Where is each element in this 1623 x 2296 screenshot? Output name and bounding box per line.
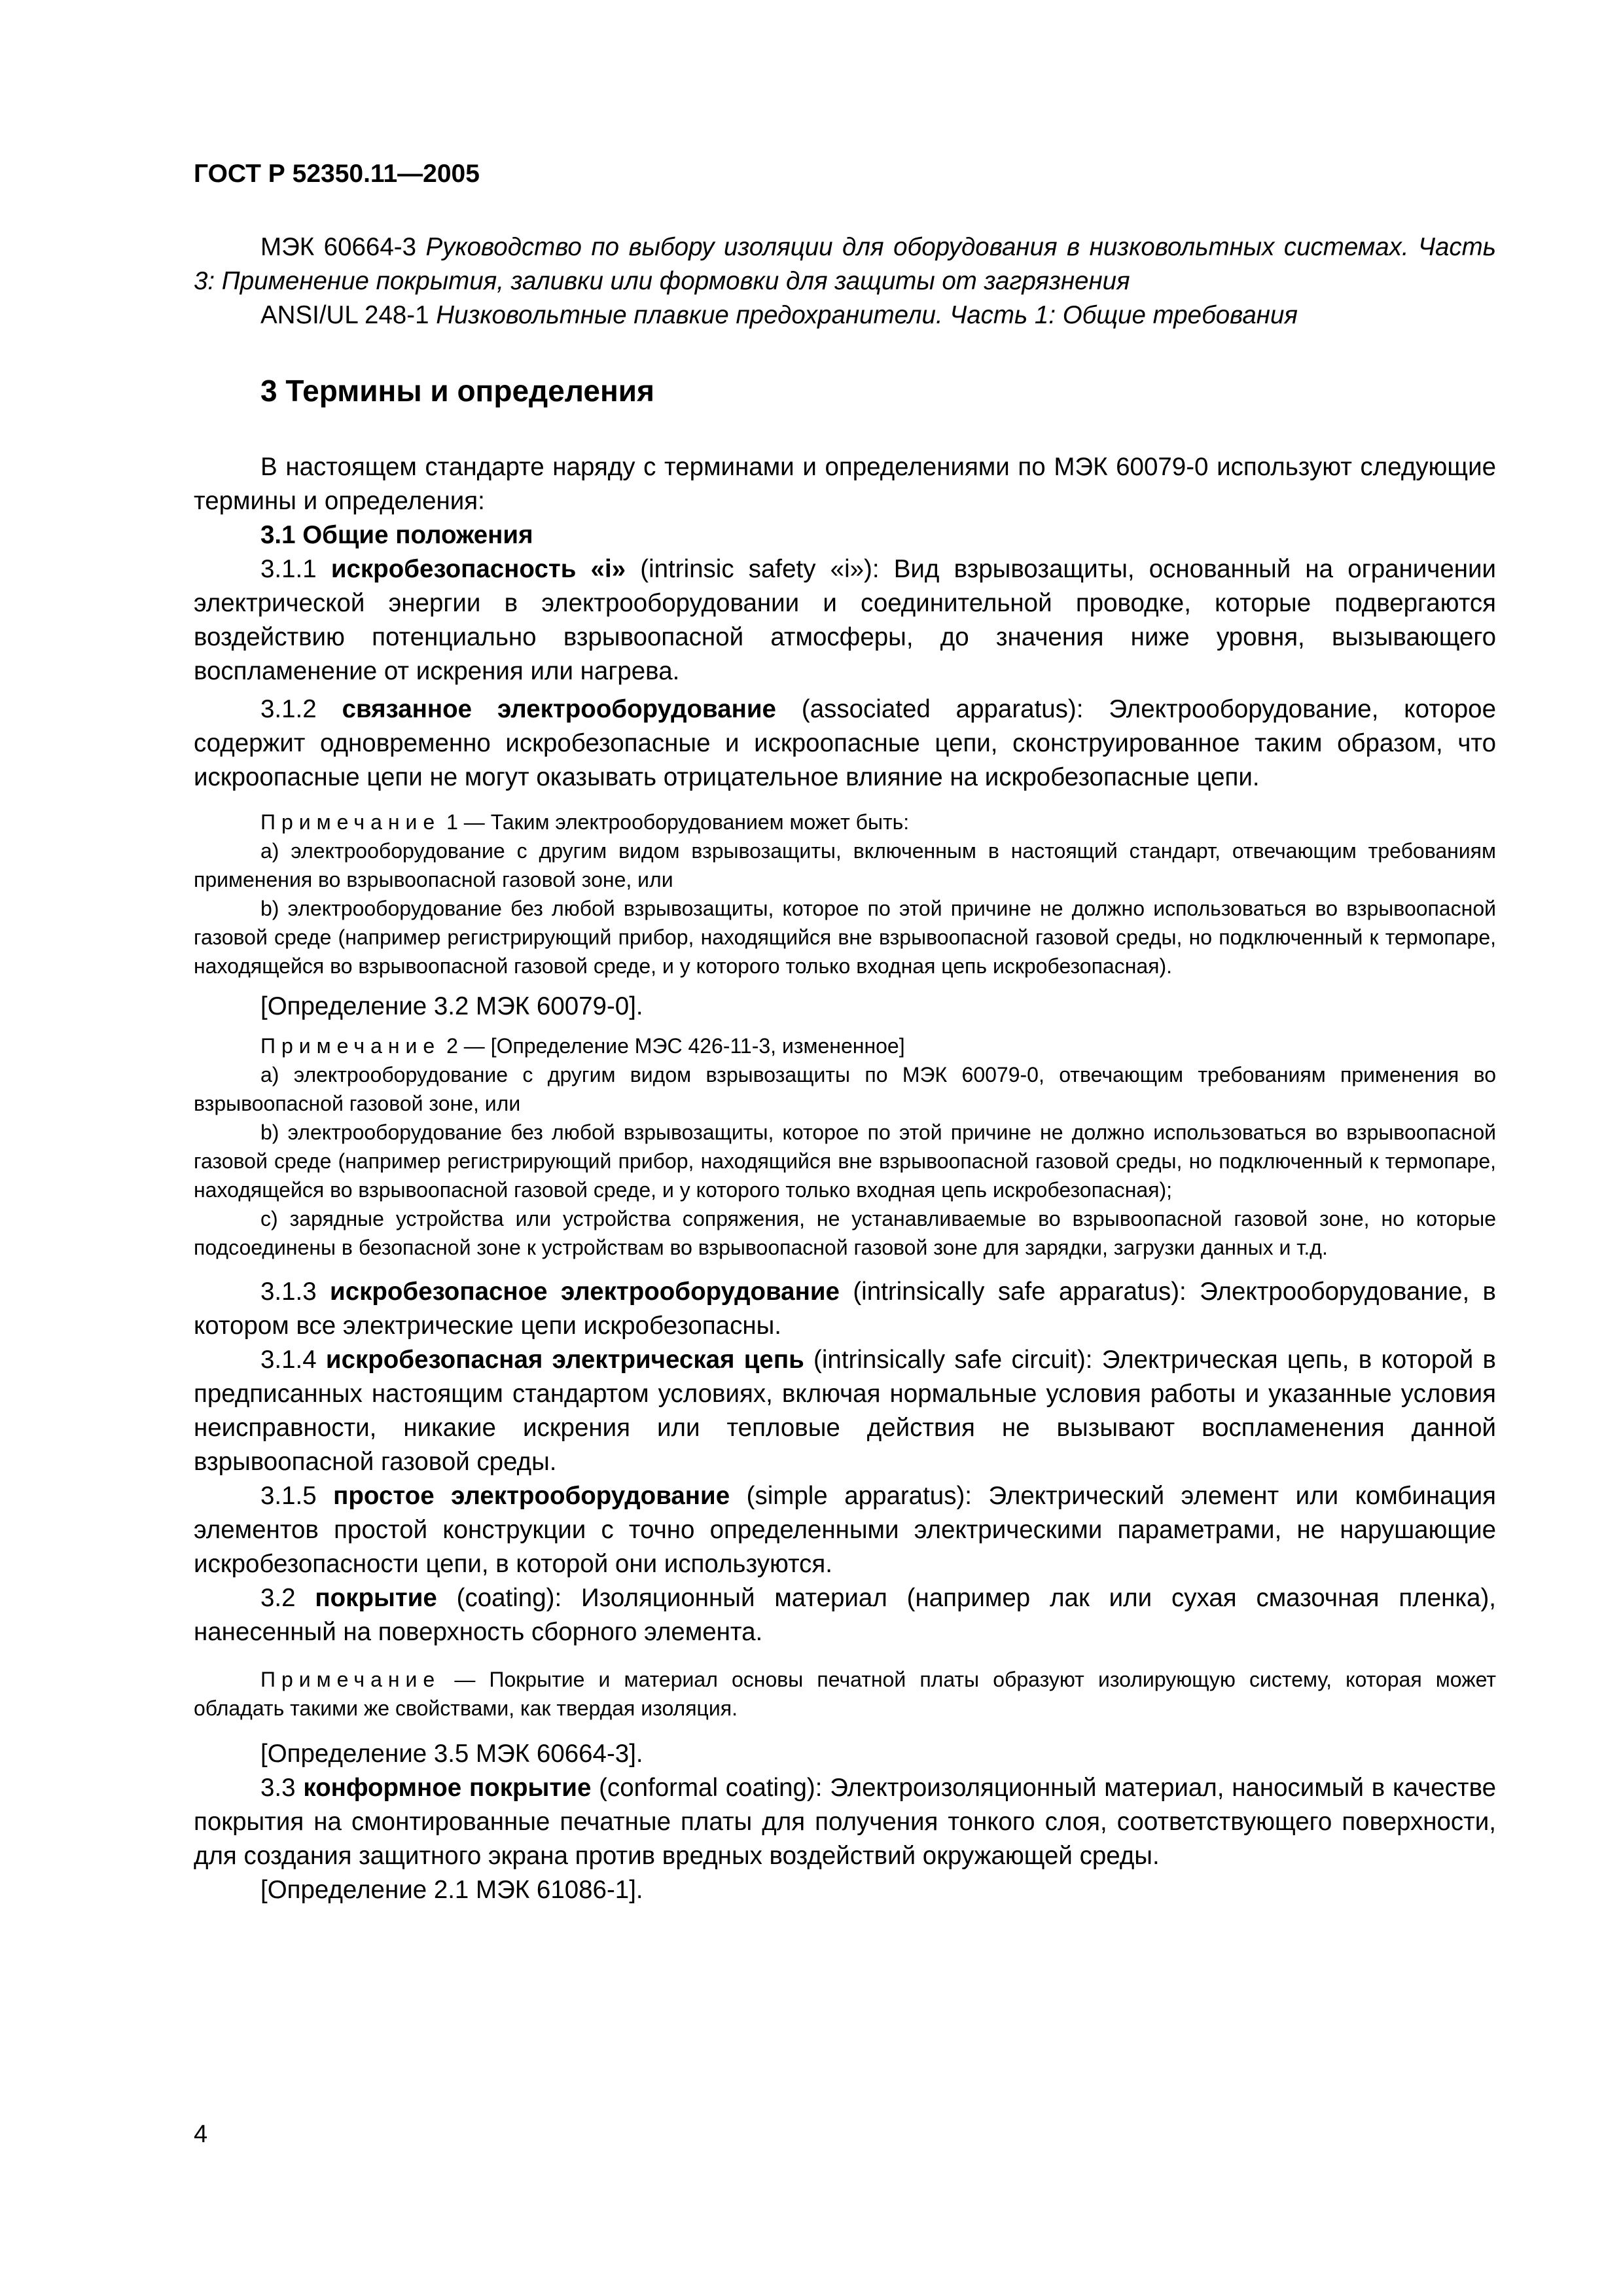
note-3 <box>194 1665 1496 1723</box>
term-number: 3.1.4 <box>260 1346 317 1374</box>
term-3-1-5 <box>194 1479 1496 1581</box>
term-name: искробезопасность «i» <box>330 555 626 583</box>
term-3-1-3 <box>194 1275 1496 1343</box>
reference-code: МЭК 60664-3 <box>260 233 416 261</box>
term-definition: Электрооборудование, в котором все электрические цепи искробезопасны. <box>194 1278 1497 1340</box>
term-definition: Электрооборудование, которое содержит одновременно искробезопасные и искроопасные цепи, сконструированное таким образом, что искроопасные цепи не могут оказывать отрицательное влияние на искробезопасные цепи. <box>194 695 1496 791</box>
section-intro: В настоящем стандарте наряду с терминами и определениями по МЭК 60079-0 используют следующие термины и определения: <box>194 453 1496 515</box>
term-english: (intrinsically safe apparatus): <box>853 1278 1186 1306</box>
term-name: связанное электрооборудование <box>342 695 776 723</box>
note-2 <box>194 1031 1496 1262</box>
term-english: (simple apparatus): <box>746 1482 972 1510</box>
term-definition: Электроизоляционный материал, наносимый в качестве покрытия на смонтированные печатные платы для получения тонкого слоя, соответствующего поверхности, для создания защитного экрана против вредных воздействий окружающей среды. <box>194 1774 1497 1870</box>
term-3-1-1 <box>194 552 1496 689</box>
reference-code: ANSI/UL 248-1 <box>260 301 429 329</box>
reference-title: Низковольтные плавкие предохранители. Часть 1: Общие требования <box>436 301 1298 329</box>
note-label: Примечание <box>260 810 441 834</box>
note-item-b: b) электрооборудование без любой взрывозащиты, которое по этой причине не должно использоваться во взрывоопасной газовой среде (например регистрирующий прибор, находящийся вне взрывоопасной газовой среды, но подключенный к термопаре, находящейся во взрывоопасной газовой среде, и у которого только входная цепь искробезопасная). <box>194 897 1496 978</box>
section-heading: 3 Термины и определения <box>260 374 654 408</box>
note-text: — Покрытие и материал основы печатной платы образуют изолирующую систему, которая может обладать такими же свойствами, как твердая изоляция. <box>194 1668 1497 1720</box>
reference-iec-60664-3 <box>194 230 1496 298</box>
term-3-3 <box>194 1771 1496 1873</box>
definition-reference: [Определение 2.1 МЭК 61086-1]. <box>260 1876 643 1904</box>
term-number: 3.2 <box>260 1584 296 1612</box>
term-english: (intrinsic safety «i»): <box>640 555 880 583</box>
term-english: (intrinsically safe circuit): <box>813 1346 1093 1374</box>
term-name: искробезопасная электрическая цепь <box>325 1346 804 1374</box>
term-3-1-2 <box>194 692 1496 795</box>
term-3-1-4 <box>194 1343 1496 1479</box>
term-english: (associated apparatus): <box>801 695 1084 723</box>
term-english: (coating): <box>456 1584 562 1612</box>
term-definition: Вид взрывозащиты, основанный на ограничении электрической энергии в электрооборудовании и соединительной проводке, которые подвергаются воздействию потенциально взрывоопасной атмосферы, до значения ниже уровня, вызывающего воспламенение от искрения или нагрева. <box>194 555 1497 685</box>
note-label: Примечание <box>260 1034 441 1058</box>
note-label: Примечание <box>260 1668 441 1691</box>
note-1 <box>194 808 1496 980</box>
term-english: (conformal coating): <box>599 1774 823 1802</box>
reference-title: Руководство по выбору изоляции для оборудования в низковольтных системах. Часть 3: Применение покрытия, заливки или формовки для защиты от загрязнения <box>194 233 1496 295</box>
definition-reference: [Определение 3.2 МЭК 60079-0]. <box>260 992 643 1020</box>
term-name: искробезопасное электрооборудование <box>330 1278 840 1306</box>
references-block <box>194 230 1496 332</box>
reference-ansi-ul-248-1 <box>194 298 1496 332</box>
term-definition: Электрический элемент или комбинация элементов простой конструкции с точно определенными электрическими параметрами, не нарушающие искробезопасности цепи, в которой они используются. <box>194 1482 1496 1578</box>
page-number: 4 <box>194 2121 208 2148</box>
term-number: 3.3 <box>260 1774 296 1802</box>
definition-reference: [Определение 3.5 МЭК 60664-3]. <box>260 1740 643 1768</box>
term-name: простое электрооборудование <box>333 1482 730 1510</box>
term-name: покрытие <box>315 1584 437 1612</box>
term-number: 3.1.3 <box>260 1278 317 1306</box>
term-name: конформное покрытие <box>303 1774 592 1802</box>
term-definition: Изоляционный материал (например лак или сухая смазочная пленка), нанесенный на поверхность сборного элемента. <box>194 1584 1496 1646</box>
section-3 <box>194 373 1496 1907</box>
document-code-header: ГОСТ Р 52350.11—2005 <box>194 160 480 188</box>
note-item-c: c) зарядные устройства или устройства сопряжения, не устанавливаемые во взрывоопасной газовой зоне, но которые подсоединены в безопасной зоне к устройствам во взрывоопасной газовой зоне для зарядки, загрузки данных и т.д. <box>194 1207 1496 1259</box>
term-definition: Электрическая цепь, в которой в предписанных настоящим стандартом условиях, включая нормальные условия работы и указанные условия неисправности, никакие искрения или тепловые действия не вызывают воспламенения данной взрывоопасной газовой среды. <box>194 1346 1496 1476</box>
note-item-a: a) электрооборудование с другим видом взрывозащиты, включенным в настоящий стандарт, отвечающим требованиям применения во взрывоопасной газовой зоне, или <box>194 839 1496 891</box>
note-item-a: a) электрооборудование с другим видом взрывозащиты по МЭК 60079-0, отвечающим требованиям применения во взрывоопасной газовой зоне, или <box>194 1063 1496 1115</box>
subsection-heading: 3.1 Общие положения <box>260 521 533 549</box>
term-number: 3.1.1 <box>260 555 317 583</box>
term-3-2 <box>194 1581 1496 1649</box>
note-heading: 1 — Таким электрооборудованием может быть: <box>446 810 910 834</box>
note-heading: 2 — [Определение МЭС 426-11-3, измененное] <box>446 1034 905 1058</box>
note-item-b: b) электрооборудование без любой взрывозащиты, которое по этой причине не должно использоваться во взрывоопасной газовой среде (например регистрирующий прибор, находящийся вне взрывоопасной газовой среды, но подключенный к термопаре, находящейся во взрывоопасной газовой среде, и у которого только входная цепь искробезопасная); <box>194 1121 1496 1202</box>
term-number: 3.1.5 <box>260 1482 317 1510</box>
term-number: 3.1.2 <box>260 695 317 723</box>
